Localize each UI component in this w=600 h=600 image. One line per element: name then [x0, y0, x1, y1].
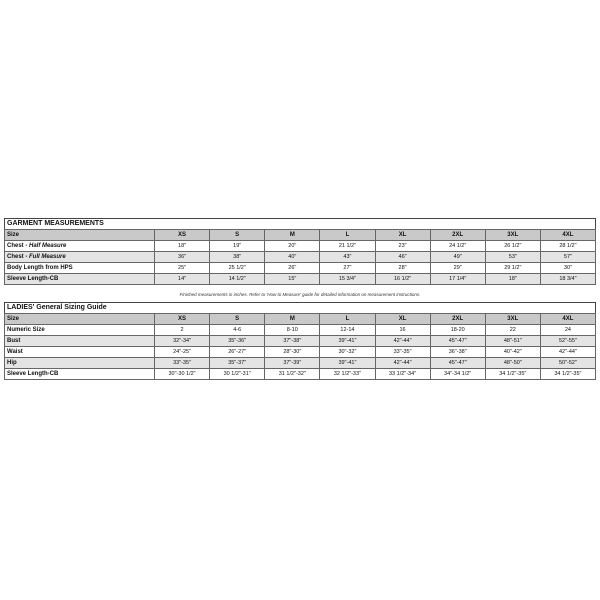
- table-cell: 18": [155, 241, 210, 252]
- table-cell: 21 1/2": [320, 241, 375, 252]
- table-cell: 25 1/2": [210, 263, 265, 274]
- table-cell: 40": [265, 252, 320, 263]
- table-cell: 16: [375, 325, 430, 336]
- table-cell: 14": [155, 274, 210, 285]
- table-cell: 14 1/2": [210, 274, 265, 285]
- size-header-cell: L: [320, 230, 375, 241]
- table-cell: 29": [430, 263, 485, 274]
- table-cell: 38": [210, 252, 265, 263]
- row-label: [5, 325, 155, 336]
- table-cell: 53": [485, 252, 540, 263]
- table-cell: 32 1/2"-33": [320, 369, 375, 380]
- ladies-sizing-table: [4, 313, 596, 380]
- row-label-text: Sleeve Length-CB: [7, 370, 59, 377]
- table-cell: 35"-36": [210, 336, 265, 347]
- row-label-text: Chest -: [7, 253, 30, 260]
- table-cell: 24: [540, 325, 595, 336]
- table-row: [5, 241, 596, 252]
- table-cell: 15": [265, 274, 320, 285]
- size-header-cell: 3XL: [485, 314, 540, 325]
- table-cell: 43": [320, 252, 375, 263]
- table-cell: 12-14: [320, 325, 375, 336]
- table-cell: 24 1/2": [430, 241, 485, 252]
- table-cell: 24"-25": [155, 347, 210, 358]
- table-cell: 8-10: [265, 325, 320, 336]
- measurement-note: Finished measurements in inches. Refer to 'How to Measure' guide for detailed information on measurement instructions.: [179, 292, 421, 297]
- table-cell: 30"-32": [320, 347, 375, 358]
- table-cell: 49": [430, 252, 485, 263]
- table-row: [5, 358, 596, 369]
- ladies-sizing-title: LADIES' General Sizing Guide: [4, 302, 596, 313]
- table-cell: 17 1/4": [430, 274, 485, 285]
- table-cell: 16 1/2": [375, 274, 430, 285]
- size-header-cell: 4XL: [540, 230, 595, 241]
- table-cell: 35"-37": [210, 358, 265, 369]
- table-cell: 42"-44": [375, 358, 430, 369]
- size-header-cell: M: [265, 314, 320, 325]
- garment-measurements-title: GARMENT MEASUREMENTS: [4, 218, 596, 229]
- table-cell: 37"-38": [265, 336, 320, 347]
- table-cell: 34 1/2"-35": [540, 369, 595, 380]
- row-label-text: Bust: [7, 337, 21, 344]
- table-cell: 30"-30 1/2": [155, 369, 210, 380]
- table-cell: 18-20: [430, 325, 485, 336]
- table-cell: 18": [485, 274, 540, 285]
- table-cell: 19": [210, 241, 265, 252]
- table-cell: 52"-55": [540, 336, 595, 347]
- garment-measurements-section: [4, 218, 596, 285]
- size-header-cell: XS: [155, 230, 210, 241]
- row-label-text: Sleeve Length-CB: [7, 275, 59, 282]
- table-cell: 27": [320, 263, 375, 274]
- table-row: [5, 347, 596, 358]
- size-header-row: [5, 230, 596, 241]
- size-header-cell: 2XL: [430, 230, 485, 241]
- table-cell: 15 3/4": [320, 274, 375, 285]
- table-cell: 48"-50": [485, 358, 540, 369]
- ladies-sizing-section: [4, 302, 596, 380]
- table-cell: 33 1/2"-34": [375, 369, 430, 380]
- table-cell: 57": [540, 252, 595, 263]
- garment-measurements-table: [4, 229, 596, 285]
- row-label: [5, 241, 155, 252]
- table-cell: 23": [375, 241, 430, 252]
- table-cell: 26"-27": [210, 347, 265, 358]
- row-label-text: Body Length from HPS: [7, 264, 73, 271]
- size-header-cell: 3XL: [485, 230, 540, 241]
- table-cell: 33"-35": [155, 358, 210, 369]
- row-label: [5, 358, 155, 369]
- row-label-text: Hip: [7, 359, 17, 366]
- table-cell: 45"-47": [430, 358, 485, 369]
- table-cell: 20": [265, 241, 320, 252]
- row-label-text: Numeric Size: [7, 326, 45, 333]
- row-label: [5, 336, 155, 347]
- table-row: [5, 325, 596, 336]
- row-label: [5, 347, 155, 358]
- table-cell: 22: [485, 325, 540, 336]
- table-row: [5, 263, 596, 274]
- table-cell: 32"-34": [155, 336, 210, 347]
- size-label: Size: [5, 230, 155, 241]
- table-cell: 25": [155, 263, 210, 274]
- row-label-text: Waist: [7, 348, 23, 355]
- table-row: [5, 369, 596, 380]
- table-cell: 37"-39": [265, 358, 320, 369]
- table-cell: 28"-30": [265, 347, 320, 358]
- size-header-cell: XL: [375, 230, 430, 241]
- row-label: [5, 252, 155, 263]
- table-cell: 30 1/2"-31": [210, 369, 265, 380]
- size-header-cell: 4XL: [540, 314, 595, 325]
- table-cell: 28 1/2": [540, 241, 595, 252]
- table-cell: 39"-41": [320, 336, 375, 347]
- size-header-cell: S: [210, 314, 265, 325]
- table-cell: 29 1/2": [485, 263, 540, 274]
- table-cell: 36"-38": [430, 347, 485, 358]
- table-cell: 18 3/4": [540, 274, 595, 285]
- row-label: [5, 274, 155, 285]
- row-label: [5, 369, 155, 380]
- table-cell: 39"-41": [320, 358, 375, 369]
- size-header-cell: 2XL: [430, 314, 485, 325]
- table-cell: 45"-47": [430, 336, 485, 347]
- table-row: [5, 274, 596, 285]
- table-cell: 42"-44": [540, 347, 595, 358]
- size-header-cell: S: [210, 230, 265, 241]
- row-label: [5, 263, 155, 274]
- size-label: Size: [5, 314, 155, 325]
- row-label-emphasis: Half Measure: [29, 242, 67, 249]
- table-cell: 46": [375, 252, 430, 263]
- size-header-cell: XL: [375, 314, 430, 325]
- table-cell: 28": [375, 263, 430, 274]
- table-cell: 40"-42": [485, 347, 540, 358]
- size-header-cell: L: [320, 314, 375, 325]
- row-label-emphasis: Full Measure: [29, 253, 66, 260]
- size-header-row: [5, 314, 596, 325]
- table-cell: 36": [155, 252, 210, 263]
- table-cell: 34 1/2"-35": [485, 369, 540, 380]
- table-cell: 26": [265, 263, 320, 274]
- table-cell: 4-6: [210, 325, 265, 336]
- row-label-text: Chest -: [7, 242, 30, 249]
- table-cell: 42"-44": [375, 336, 430, 347]
- table-cell: 48"-51": [485, 336, 540, 347]
- size-header-cell: M: [265, 230, 320, 241]
- table-row: [5, 252, 596, 263]
- table-cell: 31 1/2"-32": [265, 369, 320, 380]
- table-cell: 33"-35": [375, 347, 430, 358]
- table-cell: 34"-34 1/2": [430, 369, 485, 380]
- table-cell: 30": [540, 263, 595, 274]
- table-cell: 50"-52": [540, 358, 595, 369]
- table-cell: 26 1/2": [485, 241, 540, 252]
- size-header-cell: XS: [155, 314, 210, 325]
- table-cell: 2: [155, 325, 210, 336]
- table-row: [5, 336, 596, 347]
